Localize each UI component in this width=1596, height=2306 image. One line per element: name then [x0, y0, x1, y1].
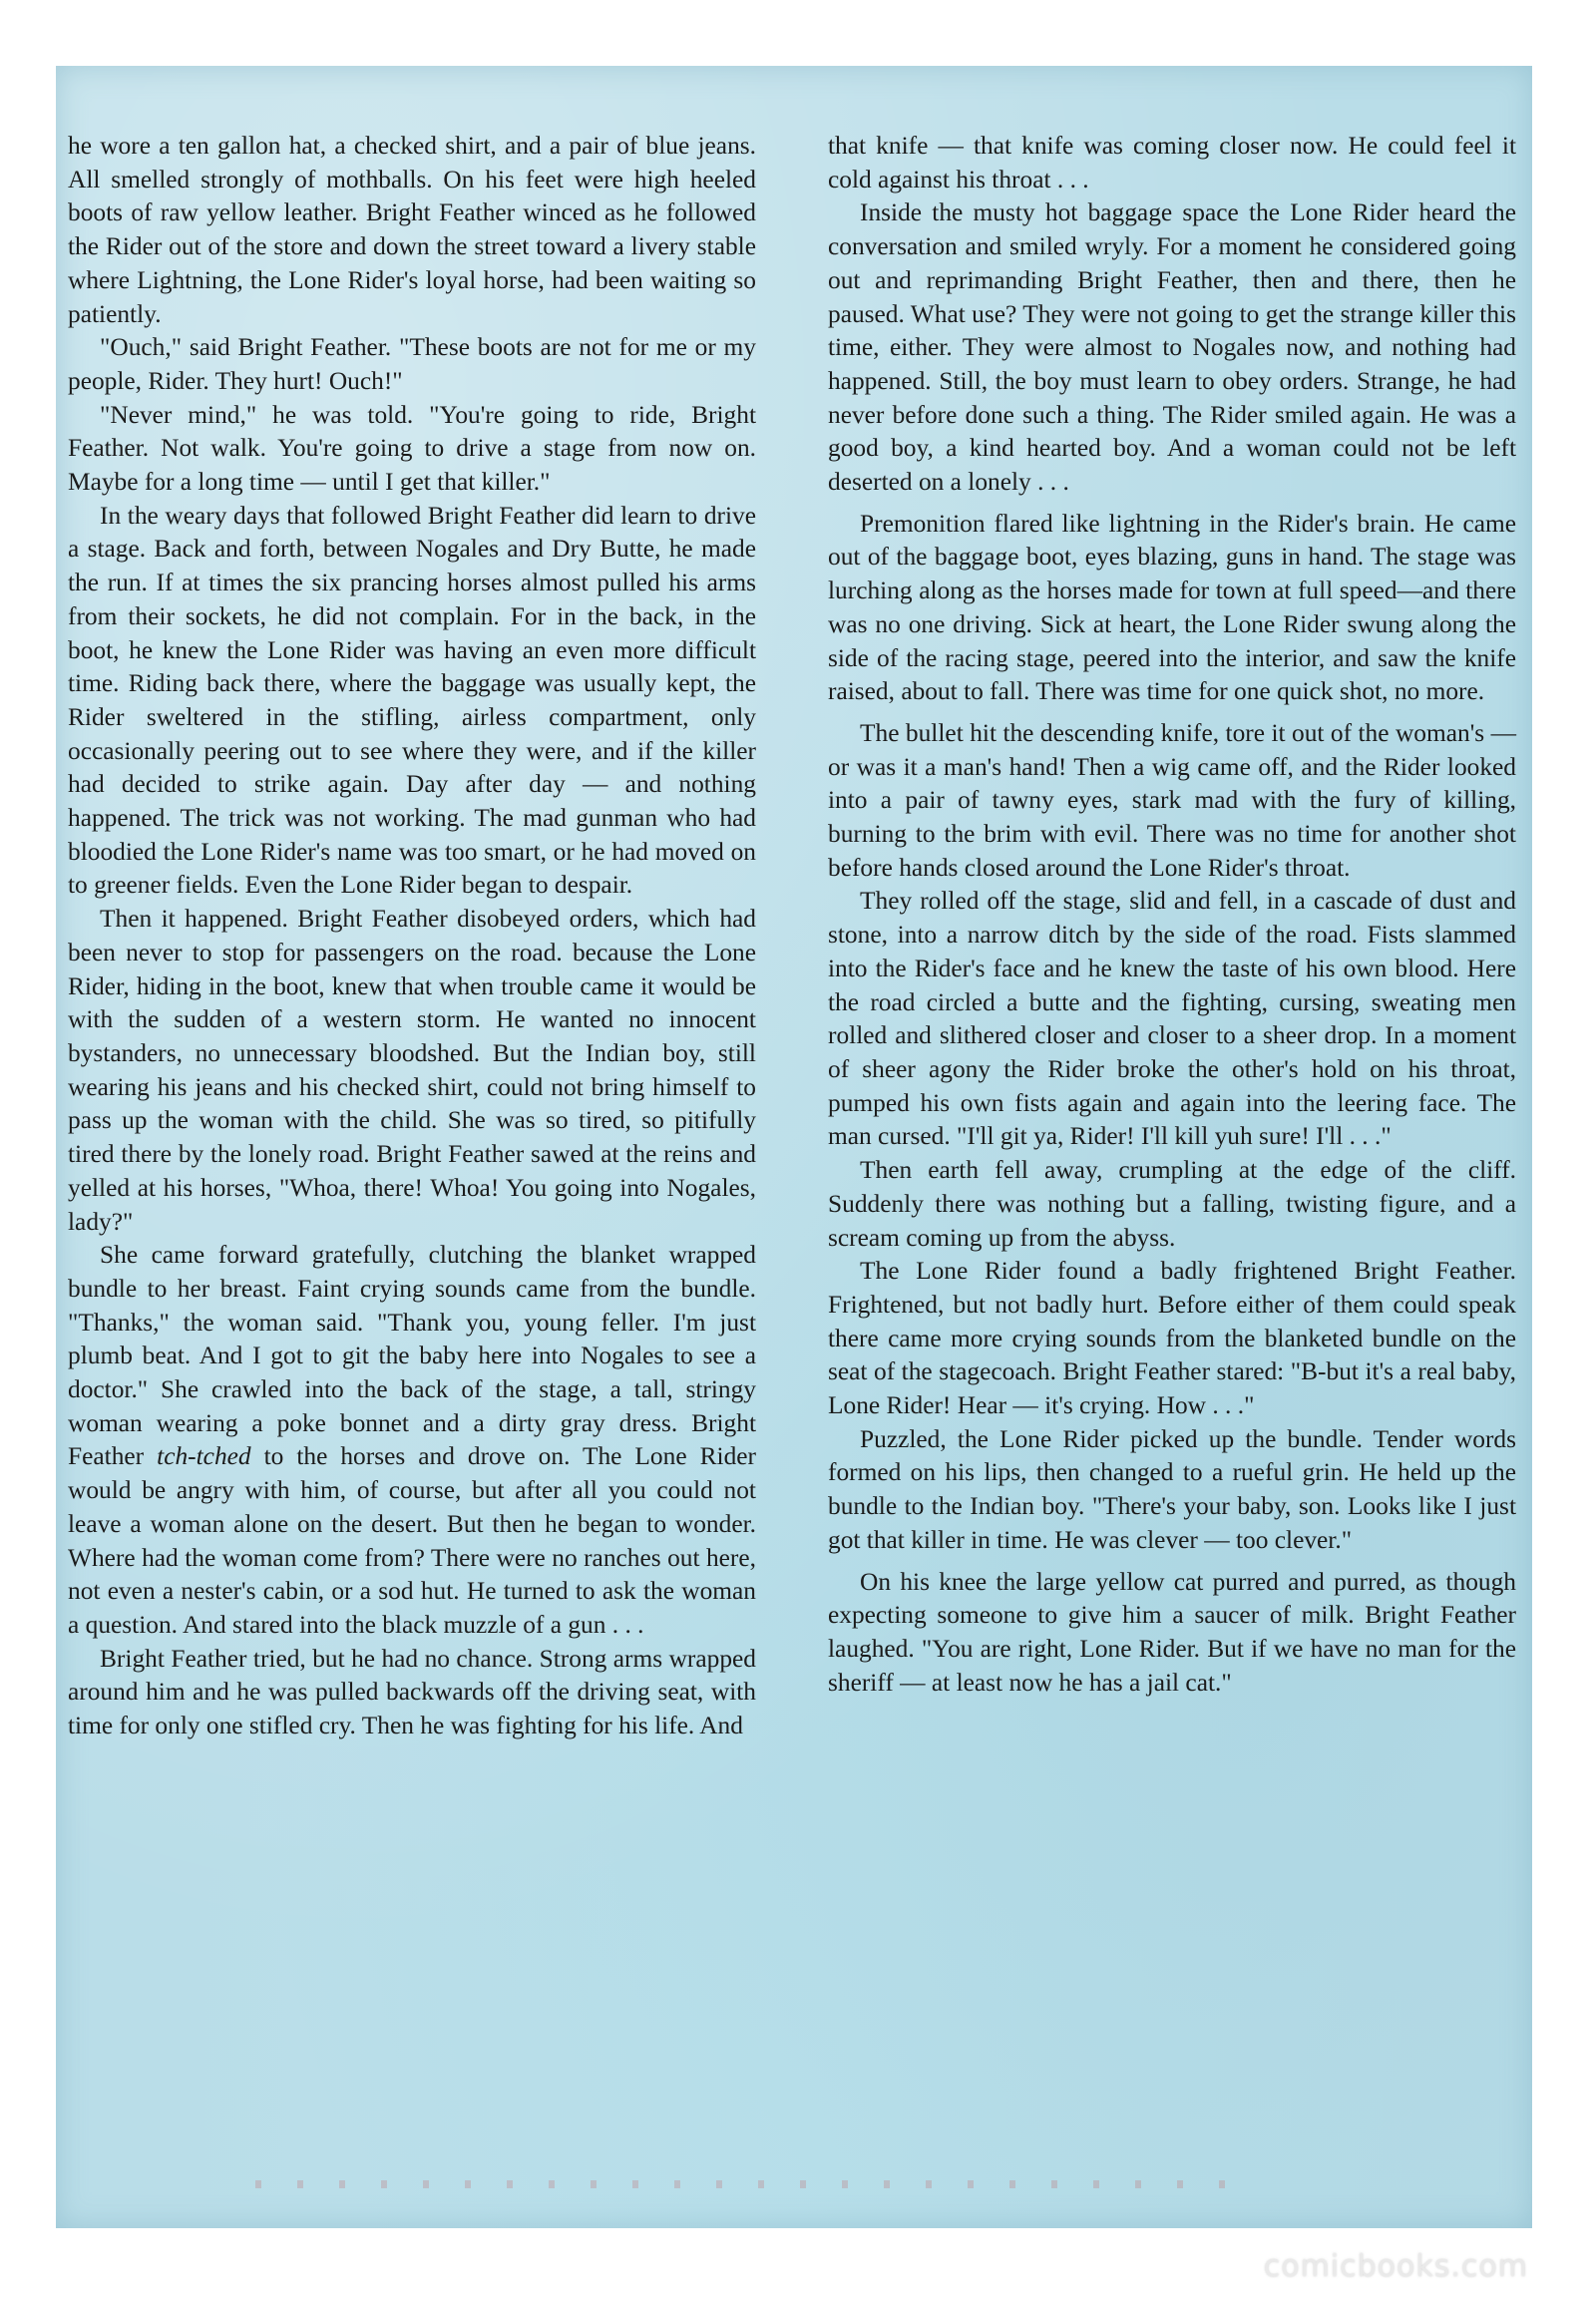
right-column [828, 130, 1516, 1743]
paragraph: The Lone Rider found a badly frightened Bright Feather. Frightened, but not badly hurt. Before either of them could speak there came more crying sounds from the blanketed bundle on the seat of the stagecoach. Bright Feather stared: "B-but it's a real baby, Lone Rider! Hear — it's crying. How . . ." [828, 1257, 1516, 1420]
paragraph: In the weary days that followed Bright Feather did learn to drive a stage. Back and forth, between Nogales and Dry Butte, he made the run. If at times the six prancing horses almost pulled his arms from their sockets, he did not complain. For in the back, in the boot, he knew the Lone Rider was having an even more difficult time. Riding back there, where the baggage was usually kept, the Rider sweltered in the stifling, airless compartment, only occasionally peering out to see where they were, and if the killer had decided to strike again. Day after day — and nothing happened. The trick was not working. The mad gunman who had bloodied the Lone Rider's name was too smart, or he had moved on to greener fields. Even the Lone Rider began to despair. [68, 501, 756, 900]
left-column [68, 130, 756, 1743]
paragraph: Premonition flared like lightning in the Rider's brain. He came out of the baggage boot, eyes blazing, guns in hand. The stage was lurching along as the horses made for town at full speed—and there was no one driving. Sick at heart, the Lone Rider swung along the side of the racing stage, peered into the interior, and saw the knife raised, about to fall. There was time for one quick shot, no more. [828, 509, 1516, 706]
paragraph: On his knee the large yellow cat purred and purred, as though expecting someone to give him a saucer of milk. Bright Feather laughed. "You are right, Lone Rider. But if we have no man for the sheriff — at least now he has a jail cat." [828, 1567, 1516, 1697]
text-columns [66, 130, 1522, 1743]
paragraph [68, 1239, 756, 1642]
paragraph: They rolled off the stage, slid and fell, in a cascade of dust and stone, into a narrow ditch by the side of the road. Fists slammed into the Rider's face and he knew the taste of his own blood. Here the road circled a butte and the fighting, cursing, sweating men rolled and slithered closer and closer to a sheer drop. In a moment of sheer agony the Rider broke the other's hold on his throat, pumped his own fists again and again into the leering face. The man cursed. "I'll git ya, Rider! I'll kill yuh sure! I'll . . ." [828, 887, 1516, 1151]
paragraph-text: She came forward gratefully, clutching the blanket wrapped bundle to her breast. Faint crying sounds came from the bundle. "Thanks," the woman said. "Thank you, young feller. I'm just plumb beat. And I got to git the baby here into Nogales to see a doctor." She crawled into the back of the stage, a tall, stringy woman wearing a poke bonnet and a dirty gray dress. Bright Feather [68, 1241, 756, 1471]
paragraph: Bright Feather tried, but he had no chance. Strong arms wrapped around him and he was pulled backwards off the driving seat, with time for only one stifled cry. Then he was fighting for his life. And [68, 1644, 756, 1740]
paragraph: "Ouch," said Bright Feather. "These boots are not for me or my people, Rider. They hurt! Ouch!" [68, 333, 756, 395]
page-edge-marks [255, 2180, 1253, 2188]
paragraph: Inside the musty hot baggage space the Lone Rider heard the conversation and smiled wryly. For a moment he considered going out and reprimanding Bright Feather, then and there, then he paused. What use? They were not going to get the strange killer this time, either. They were almost to Nogales now, and nothing had happened. Still, the boy must learn to obey orders. Strange, he had never before done such a thing. The Rider smiled again. He was a good boy, a kind hearted boy. And a woman could not be left deserted on a lonely . . . [828, 198, 1516, 497]
paragraph: Then earth fell away, crumpling at the edge of the cliff. Suddenly there was nothing but a falling, twisting figure, and a scream coming up from the abyss. [828, 1156, 1516, 1252]
paragraph: he wore a ten gallon hat, a checked shirt, and a pair of blue jeans. All smelled strongly of mothballs. On his feet were high heeled boots of raw yellow leather. Bright Feather winced as he followed the Rider out of the store and down the street toward a livery stable where Lightning, the Lone Rider's loyal horse, had been waiting so patiently. [68, 132, 756, 328]
paragraph: that knife — that knife was coming closer now. He could feel it cold against his throat . . . [828, 132, 1516, 193]
paragraph: "Never mind," he was told. "You're going to ride, Bright Feather. Not walk. You're going to drive a stage from now on. Maybe for a long time — until I get that killer." [68, 400, 756, 497]
paragraph: Then it happened. Bright Feather disobeyed orders, which had been never to stop for passengers on the road. because the Lone Rider, hiding in the boot, knew that when trouble came it would be with the sudden of a western storm. He wanted no innocent bystanders, no unnecessary bloodshed. But the Indian boy, still wearing his jeans and his checked shirt, could not bring himself to pass up the woman with the child. She was so tired, so pitifully tired there by the lonely road. Bright Feather sawed at the reins and yelled at his horses, "Whoa, there! Whoa! You going into Nogales, lady?" [68, 905, 756, 1236]
story-page [56, 66, 1532, 2228]
italic-word: tch-tched [157, 1442, 251, 1471]
watermark: comicbooks.com [1263, 2249, 1528, 2284]
paragraph-text: to the horses and drove on. The Lone Rider would be angry with him, of course, but after all you could not leave a woman alone on the desert. But then he began to wonder. Where had the woman come from? There were no ranches out here, not even a nester's cabin, or a sod hut. He turned to ask the woman a question. And stared into the black muzzle of a gun . . . [68, 1442, 756, 1639]
paragraph: Puzzled, the Lone Rider picked up the bundle. Tender words formed on his lips, then changed to a rueful grin. He held up the bundle to the Indian boy. "There's your baby, son. Looks like I just got that killer in time. He was clever — too clever." [828, 1424, 1516, 1554]
paragraph: The bullet hit the descending knife, tore it out of the woman's — or was it a man's hand! Then a wig came off, and the Rider looked into a pair of tawny eyes, stark mad with the fury of killing, burning to the brim with evil. There was no time for another shot before hands closed around the Lone Rider's throat. [828, 718, 1516, 882]
